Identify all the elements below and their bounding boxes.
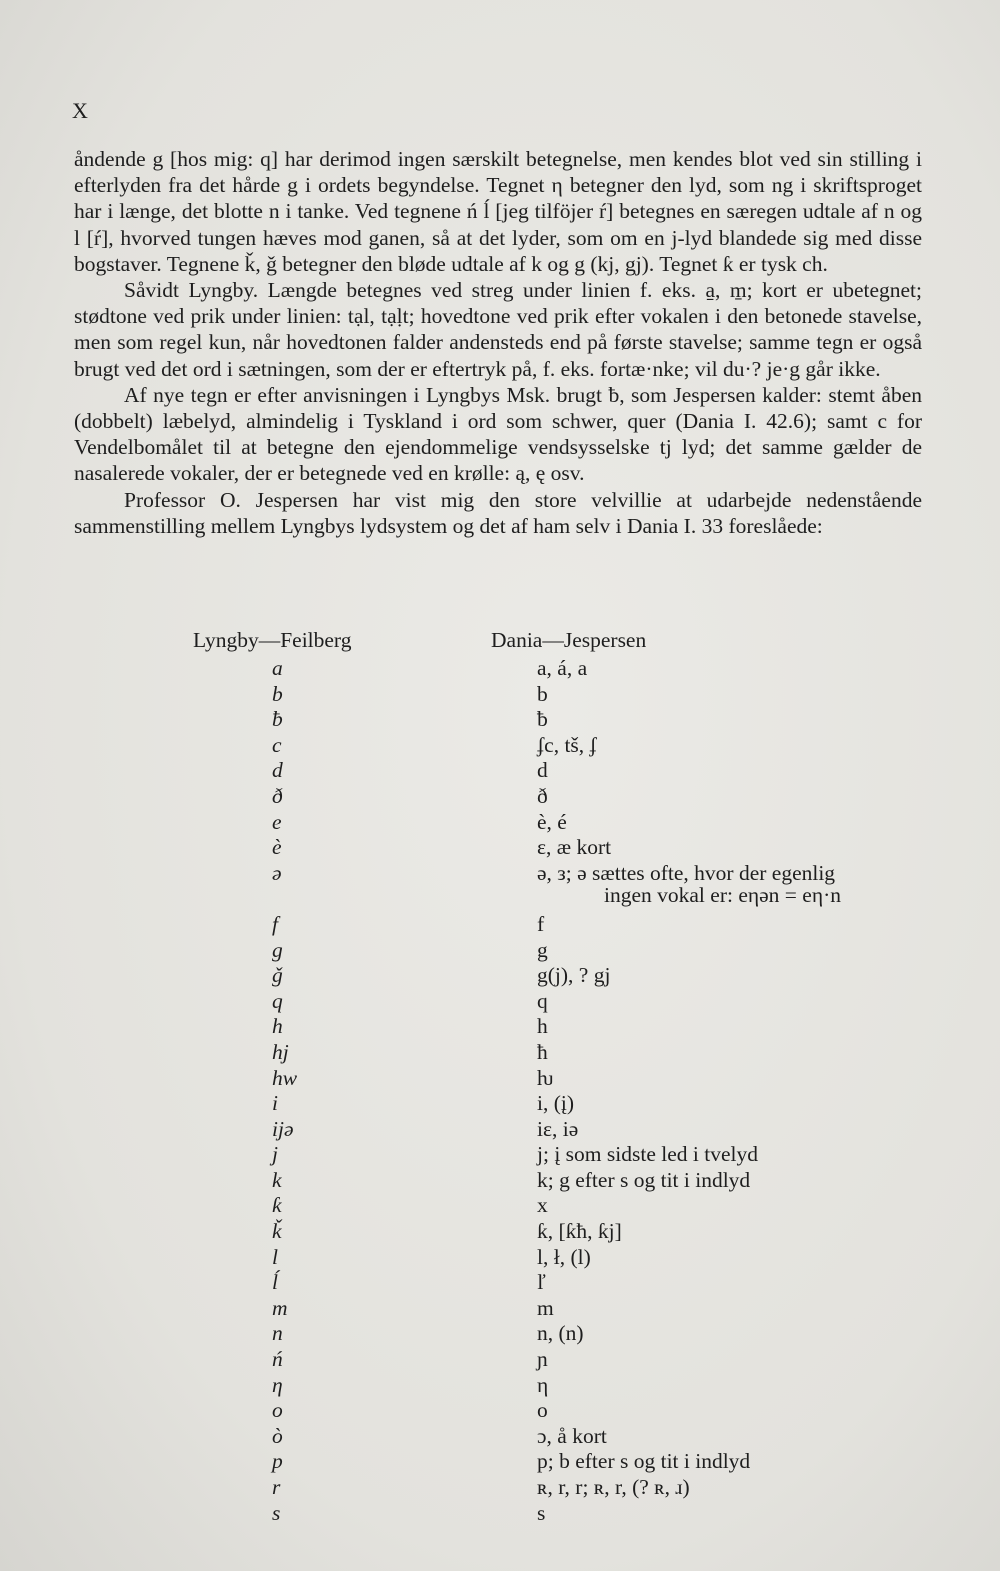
lyngby-symbol: b [272, 681, 283, 706]
table-row [0, 1296, 1000, 1322]
jespersen-symbol: a, á, a [537, 656, 588, 680]
lyngby-symbol: ǩ [272, 1219, 282, 1244]
jespersen-symbol: g(j), ? gj [537, 963, 611, 988]
jespersen-symbol: p; b efter s og tit i indlyd [537, 1449, 751, 1474]
lyngby-symbol: ƀ [272, 707, 283, 732]
jespersen-symbol: b [537, 681, 548, 706]
table-row [0, 1219, 1000, 1245]
lyngby-symbol: η [272, 1372, 283, 1397]
jespersen-symbol: ƙ, [ƙħ, ƙj] [537, 1219, 622, 1244]
table-row [0, 656, 1000, 682]
lyngby-symbol: l [272, 1244, 278, 1269]
table-row [0, 1193, 1000, 1219]
jespersen-symbol: ε, æ kort [537, 835, 612, 860]
jespersen-symbol: q [537, 988, 548, 1013]
table-row [0, 938, 1000, 964]
paragraph-4: Professor O. Jespersen har vist mig den store velvillie at udarbejde nedenstående sammenstilling mellem Lyngbys lydsystem og det af ham selv i Dania I. 33 foreslåede: [74, 487, 922, 538]
jespersen-symbol: iε, iə [537, 1116, 579, 1141]
lyngby-symbol: f [272, 911, 278, 936]
lyngby-symbol: ń [272, 1347, 283, 1372]
lyngby-symbol: o [272, 1398, 283, 1423]
paragraph-1: åndende g [hos mig: q] har derimod ingen særskilt betegnelse, men kendes blot ved sin stilling i efterlyden fra det hårde g i ordets begyndelse. Tegnet η betegner den lyd, som ng i skriftsproget har i længe, det blotte n i tanke. Ved tegnene ń ĺ [jeg tilföjer ŕ] betegnes en særegen udtale af n og l [ŕ], hvorved tungen hæves mod ganen, så at det lyder, som om en j-lyd blandede sig med disse bogstaver. Tegnene ǩ, ǧ betegner den bløde udtale af k og g (kj, gj). Tegnet ƙ er tysk ch. [74, 147, 922, 276]
jespersen-symbol: ɲ [537, 1347, 548, 1372]
table-row [0, 1245, 1000, 1271]
table-row [0, 682, 1000, 708]
table-row [0, 784, 1000, 810]
lyngby-symbol: hj [272, 1039, 289, 1064]
comparison-table-header [0, 628, 1000, 658]
jespersen-symbol: h [537, 1014, 548, 1039]
table-row [0, 1270, 1000, 1296]
jespersen-symbol: g [537, 937, 548, 962]
left-column-header: Lyngby—Feilberg [193, 628, 352, 652]
jespersen-symbol: ľ [537, 1270, 546, 1295]
jespersen-symbol: ə, з; ə sættes ofte, hvor der egenlig [537, 860, 836, 885]
lyngby-symbol: a [272, 656, 283, 680]
table-row [0, 1373, 1000, 1399]
paragraph-2: Såvidt Lyngby. Længde betegnes ved streg under linien f. eks. a̱, m̱; kort er ubetegnet; stødtone ved prik under linien: tạl, tạḷt; hovedtone ved prik efter vokalen i den betonede stavelse, men som regel kun, når hovedtonen falder andensteds end på første stavelse; samme tegn er også brugt ved det ord i sætningen, som der er eftertryk på, f. eks. fortæ·nke; vil du·? je·g går ikke. [74, 278, 922, 381]
table-row [0, 733, 1000, 759]
lyngby-symbol: ƙ [272, 1193, 282, 1218]
right-column-header: Dania—Jespersen [491, 628, 647, 652]
comparison-table [0, 656, 1000, 1526]
table-row [0, 835, 1000, 861]
table-row [0, 963, 1000, 989]
lyngby-symbol: m [272, 1295, 288, 1320]
lyngby-symbol: k [272, 1167, 282, 1192]
lyngby-symbol: i [272, 1091, 278, 1116]
lyngby-symbol: n [272, 1321, 283, 1346]
table-row [0, 989, 1000, 1015]
body-text [74, 146, 922, 539]
table-row [0, 707, 1000, 733]
lyngby-symbol: h [272, 1014, 283, 1039]
table-row [0, 1066, 1000, 1092]
jespersen-symbol: ħ [537, 1039, 548, 1064]
jespersen-symbol: ɔ, å kort [537, 1423, 607, 1448]
lyngby-symbol: g [272, 937, 283, 962]
lyngby-symbol: ə [272, 860, 282, 885]
table-row [0, 1014, 1000, 1040]
table-row [0, 1168, 1000, 1194]
jespersen-symbol: d [537, 758, 548, 783]
table-row [0, 810, 1000, 836]
lyngby-symbol: e [272, 809, 282, 834]
table-row [0, 912, 1000, 938]
jespersen-symbol: ð [537, 783, 548, 808]
table-row [0, 758, 1000, 784]
lyngby-symbol: s [272, 1500, 281, 1525]
jespersen-symbol: i, (į) [537, 1091, 575, 1116]
jespersen-symbol: ʄc, tš, ʄ [537, 732, 597, 757]
jespersen-symbol: ʀ, r, r; ʀ, r, (? ʀ, ɹ) [537, 1475, 690, 1499]
table-row [0, 1117, 1000, 1143]
lyngby-symbol: ǧ [272, 963, 283, 988]
jespersen-symbol: f [537, 911, 545, 936]
jespersen-symbol: k; g efter s og tit i indlyd [537, 1167, 751, 1192]
lyngby-symbol: j [272, 1142, 278, 1167]
table-row [0, 1321, 1000, 1347]
table-row [0, 1347, 1000, 1373]
lyngby-symbol: ijə [272, 1116, 294, 1141]
jespersen-symbol: n, (n) [537, 1321, 584, 1346]
jespersen-symbol: o [537, 1398, 548, 1423]
table-row [0, 1449, 1000, 1475]
table-row [0, 1501, 1000, 1527]
lyngby-symbol: r [272, 1475, 281, 1499]
jespersen-symbol: è, é [537, 809, 567, 834]
table-row [0, 861, 1000, 887]
table-row [0, 886, 1000, 912]
jespersen-symbol: x [537, 1193, 548, 1218]
paragraph-3: Af nye tegn er efter anvisningen i Lyngbys Msk. brugt ƀ, som Jespersen kalder: stemt åben (dobbelt) læbelyd, almindelig i Tyskland i ord som schwer, quer (Dania I. 42.6); samt c for Vendelbomålet til at betegne den ejendommelige vendsysselske tj lyd; det samme gælder de nasalerede vokaler, der er betegnede ved en krølle: ą, ę osv. [74, 382, 922, 486]
table-row [0, 1142, 1000, 1168]
lyngby-symbol: hw [272, 1065, 298, 1090]
table-row [0, 1040, 1000, 1066]
lyngby-symbol: d [272, 758, 283, 783]
table-note-line: ingen vokal er: eηən = eη·n [604, 883, 841, 907]
jespersen-symbol: ƀ [537, 707, 548, 732]
table-row [0, 1091, 1000, 1117]
jespersen-symbol: m [537, 1295, 554, 1320]
jespersen-symbol: η [537, 1372, 549, 1397]
jespersen-symbol: s [537, 1500, 546, 1525]
lyngby-symbol: ò [272, 1423, 283, 1448]
jespersen-symbol: ƕ [537, 1065, 554, 1090]
lyngby-symbol: ĺ [272, 1270, 278, 1295]
table-row [0, 1424, 1000, 1450]
page-number: X [72, 98, 88, 123]
lyngby-symbol: p [272, 1449, 283, 1474]
table-row [0, 1398, 1000, 1424]
lyngby-symbol: è [272, 835, 282, 860]
table-row [0, 1475, 1000, 1501]
jespersen-symbol: l, ł, (l) [537, 1244, 591, 1269]
lyngby-symbol: ð [272, 783, 283, 808]
lyngby-symbol: q [272, 988, 283, 1013]
lyngby-symbol: c [272, 732, 282, 757]
jespersen-symbol: j; į som sidste led i tvelyd [537, 1142, 758, 1167]
